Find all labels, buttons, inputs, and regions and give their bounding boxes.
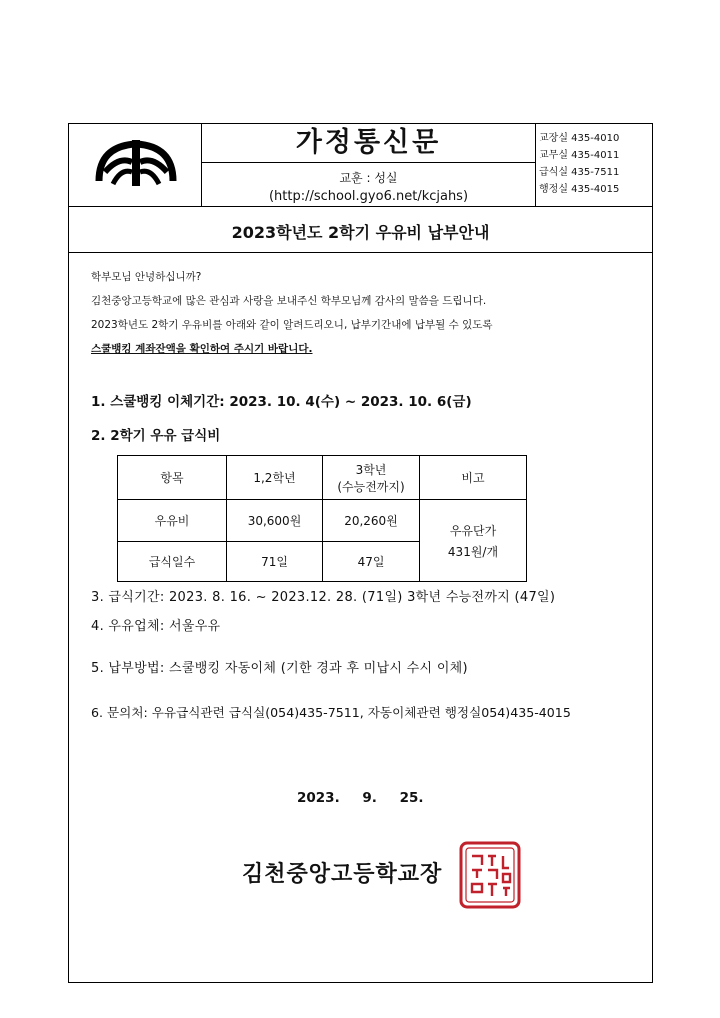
contact-phone: 435-7511 bbox=[571, 167, 620, 178]
official-seal bbox=[458, 840, 522, 914]
table-cell: 47일 bbox=[323, 542, 420, 582]
issue-date: 2023. 9. 25. bbox=[297, 790, 424, 806]
contact-row bbox=[539, 164, 619, 181]
contact-dept: 교장실 bbox=[539, 133, 568, 144]
table-cell: 30,600원 bbox=[227, 500, 323, 542]
contact-row bbox=[539, 181, 619, 198]
contact-row bbox=[539, 147, 619, 164]
table-cell: 우유비 bbox=[118, 500, 227, 542]
contact-row bbox=[539, 130, 619, 147]
table-header-cell bbox=[323, 456, 420, 500]
document-frame bbox=[68, 123, 653, 983]
contact-dept: 행정실 bbox=[539, 184, 568, 195]
milk-vendor: 4. 우유업체: 서울우유 bbox=[91, 619, 221, 634]
intro-line: 2023학년도 2학기 우유비를 아래와 같이 알려드리오니, 납부기간내에 납부될 수 있도록 bbox=[91, 319, 493, 331]
table-header-row bbox=[118, 456, 527, 500]
table-note-cell bbox=[420, 500, 527, 582]
intro-line: 학부모님 안녕하십니까? bbox=[91, 271, 202, 283]
divider bbox=[69, 252, 652, 253]
letterhead bbox=[69, 124, 652, 207]
contact-info: 6. 문의처: 우유급식관련 급식실(054)435-7511, 자동이체관련 행정실054)435-4015 bbox=[91, 705, 571, 720]
contact-dept: 급식실 bbox=[539, 167, 568, 178]
intro-paragraph bbox=[91, 265, 493, 361]
section-transfer-period: 1. 스쿨뱅킹 이체기간: 2023. 10. 4(수) ~ 2023. 10. 6(금) bbox=[91, 394, 472, 410]
official-seal-icon bbox=[458, 840, 522, 910]
table-cell: 20,260원 bbox=[323, 500, 420, 542]
meal-period: 3. 급식기간: 2023. 8. 16. ~ 2023.12. 28. (71일) 3학년 수능전까지 (47일) bbox=[91, 590, 556, 605]
school-logo bbox=[69, 124, 201, 206]
contact-dept: 교무실 bbox=[539, 150, 568, 161]
document-title: 2023학년도 2학기 우유비 납부안내 bbox=[231, 223, 490, 242]
newsletter-title: 가정통신문 bbox=[202, 124, 535, 163]
milk-fee-table bbox=[117, 455, 527, 582]
table-cell: 급식일수 bbox=[118, 542, 227, 582]
table-header-cell: 1,2학년 bbox=[227, 456, 323, 500]
note-line: 우유단가 bbox=[449, 523, 497, 538]
title-block bbox=[201, 124, 536, 206]
table-cell: 71일 bbox=[227, 542, 323, 582]
table-header-line: (수능전까지) bbox=[337, 479, 405, 494]
intro-line: 김천중앙고등학교에 많은 관심과 사랑을 보내주신 학부모님께 감사의 말씀을 드립니다. bbox=[91, 295, 487, 307]
table-header-cell: 항목 bbox=[118, 456, 227, 500]
school-url: (http://school.gyo6.net/kcjahs) bbox=[268, 189, 469, 204]
note-line: 431원/개 bbox=[447, 544, 499, 559]
contact-phone: 435-4010 bbox=[571, 133, 620, 144]
payment-method: 5. 납부방법: 스쿨뱅킹 자동이체 (기한 경과 후 미납시 수시 이체) bbox=[91, 661, 468, 676]
section-milk-fee: 2. 2학기 우유 급식비 bbox=[91, 428, 221, 444]
intro-line-emphasis: 스쿨뱅킹 계좌잔액을 확인하여 주시기 바랍니다. bbox=[91, 343, 313, 355]
principal-signature-name: 김천중앙고등학교장 bbox=[242, 862, 443, 887]
table-row bbox=[118, 500, 527, 542]
contact-list bbox=[539, 130, 619, 198]
table-header-cell: 비고 bbox=[420, 456, 527, 500]
contact-phone: 435-4011 bbox=[571, 150, 620, 161]
contact-phone: 435-4015 bbox=[571, 184, 620, 195]
school-motto: 교훈 : 성실 bbox=[339, 171, 398, 185]
table-header-line: 3학년 bbox=[355, 462, 387, 477]
school-emblem-icon bbox=[69, 124, 201, 206]
